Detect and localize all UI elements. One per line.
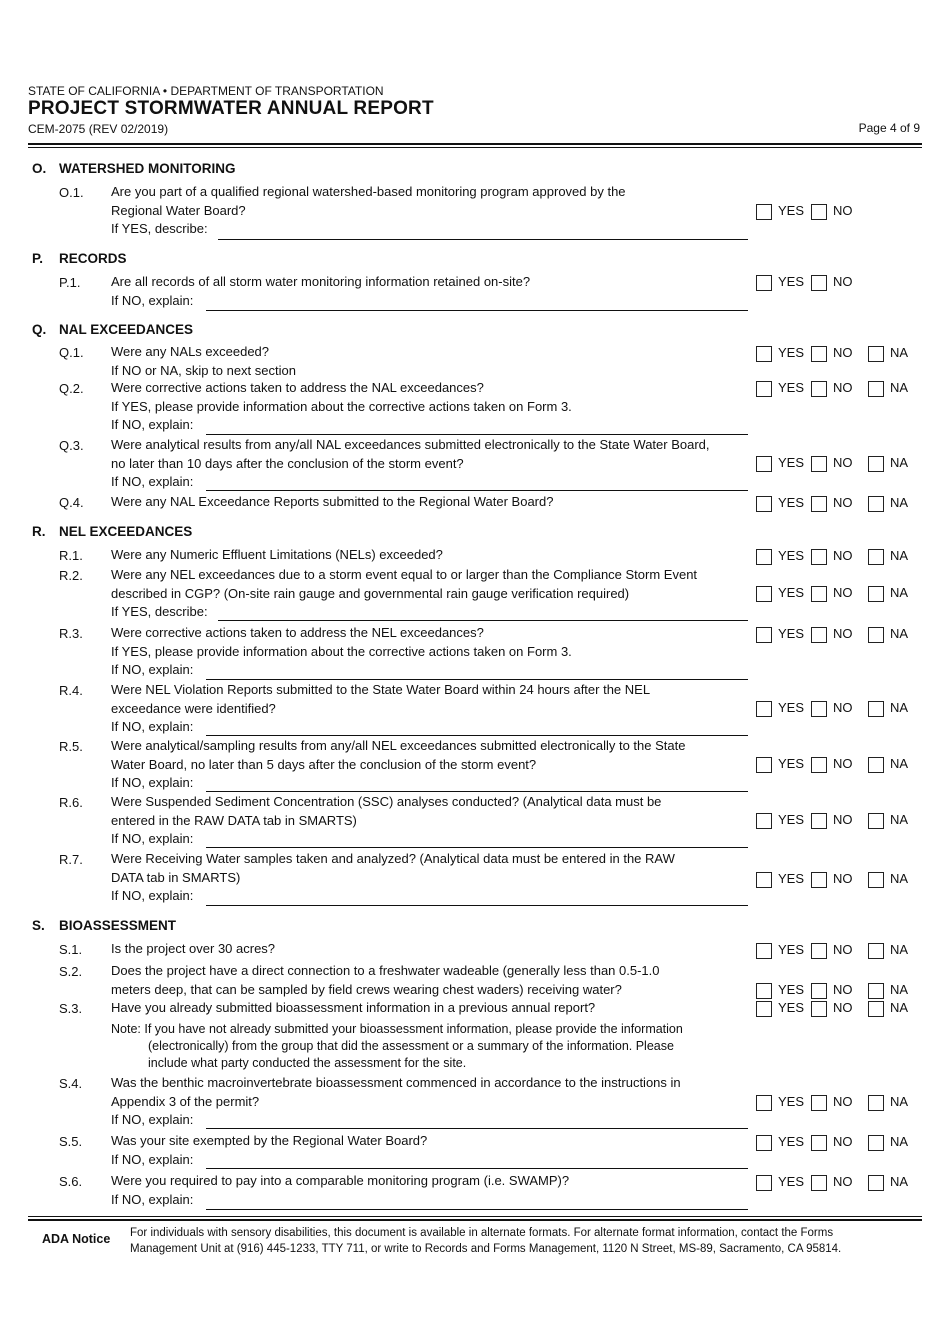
footer-rule-thin	[28, 1216, 922, 1217]
yes-checkbox[interactable]	[756, 1135, 772, 1151]
yes-checkbox[interactable]	[756, 496, 772, 512]
header-rule-thin	[28, 147, 922, 148]
no-checkbox[interactable]	[811, 1135, 827, 1151]
yes-no-na-options: YES NO NA	[756, 495, 926, 513]
no-checkbox[interactable]	[811, 346, 827, 362]
no-checkbox[interactable]	[811, 204, 827, 220]
no-checkbox[interactable]	[811, 1001, 827, 1017]
note-text: Note: If you have not already submitted your bioassessment information, please provide the information (electronically) from the group that did the assessment or a summary of the information. Please include what party conducted the assessment for the site.	[111, 1022, 683, 1070]
question-number: Q.3.	[59, 438, 84, 453]
yes-no-options: YES NO	[756, 274, 926, 292]
question-text: Was your site exempted by the Regional Water Board? If NO, explain:	[111, 1133, 428, 1167]
na-checkbox[interactable]	[868, 381, 884, 397]
question-number: S.6.	[59, 1174, 83, 1189]
section-letter: Q.	[32, 322, 47, 337]
no-checkbox[interactable]	[811, 456, 827, 472]
yes-checkbox[interactable]	[756, 1095, 772, 1111]
na-checkbox[interactable]	[868, 983, 884, 999]
question-number: R.7.	[59, 852, 83, 867]
no-checkbox[interactable]	[811, 627, 827, 643]
yes-no-na-options: YES NO NA	[756, 1094, 926, 1112]
yes-no-na-options: YES NO NA	[756, 548, 926, 566]
na-checkbox[interactable]	[868, 1095, 884, 1111]
no-checkbox[interactable]	[811, 983, 827, 999]
ada-notice-text: For individuals with sensory disabilities, this document is available in alternate formats. For alternate format information, contact the Forms Management Unit at (916) 445-1233, TTY 711, or write to Records and Forms Management, 1120 N Street, MS-89, Sacramento, CA 95814.	[130, 1227, 842, 1255]
question-number: S.2.	[59, 964, 83, 979]
yes-no-na-options: YES NO NA	[756, 585, 926, 603]
yes-no-na-options: YES NO NA	[756, 626, 926, 644]
na-checkbox[interactable]	[868, 757, 884, 773]
yes-no-options: YES NO	[756, 203, 926, 221]
na-checkbox[interactable]	[868, 872, 884, 888]
footer-rule	[28, 1219, 922, 1221]
yes-checkbox[interactable]	[756, 872, 772, 888]
na-checkbox[interactable]	[868, 346, 884, 362]
question-number: R.2.	[59, 568, 83, 583]
form-title: PROJECT STORMWATER ANNUAL REPORT	[28, 98, 434, 119]
section-title: NEL EXCEEDANCES	[59, 524, 193, 539]
yes-no-na-options: YES NO NA	[756, 1000, 926, 1018]
yes-checkbox[interactable]	[756, 757, 772, 773]
no-checkbox[interactable]	[811, 701, 827, 717]
ada-notice-label: ADA Notice	[42, 1232, 111, 1246]
na-checkbox[interactable]	[868, 1001, 884, 1017]
na-checkbox[interactable]	[868, 813, 884, 829]
answer-line[interactable]	[206, 905, 748, 906]
question-text: Are you part of a qualified regional watershed-based monitoring program approved by the Regional Water Board? If YES, describe:	[111, 184, 626, 236]
question-text: Were any NALs exceeded? If NO or NA, skip to next section	[111, 344, 296, 378]
section-letter: P.	[32, 251, 44, 266]
no-checkbox[interactable]	[811, 586, 827, 602]
question-text: Were Suspended Sediment Concentration (SSC) analyses conducted? (Analytical data must be entered in the RAW DATA tab in SMARTS) If NO, explain:	[111, 794, 662, 846]
no-checkbox[interactable]	[811, 549, 827, 565]
yes-checkbox[interactable]	[756, 204, 772, 220]
question-text: Were corrective actions taken to address the NAL exceedances? If YES, please provide information about the corrective actions taken on Form 3. If NO, explain:	[111, 380, 572, 432]
no-checkbox[interactable]	[811, 496, 827, 512]
question-text: Are all records of all storm water monitoring information retained on-site? If NO, explain:	[111, 274, 531, 308]
yes-checkbox[interactable]	[756, 586, 772, 602]
question-text: Were any Numeric Effluent Limitations (NELs) exceeded?	[111, 547, 443, 562]
section-title: WATERSHED MONITORING	[59, 161, 236, 176]
section-title: BIOASSESSMENT	[59, 918, 177, 933]
question-text: Were corrective actions taken to address the NEL exceedances? If YES, please provide information about the corrective actions taken on Form 3. If NO, explain:	[111, 625, 572, 677]
question-text: Does the project have a direct connection to a freshwater wadeable (generally less than 0.5-1.0 meters deep, that can be sampled by field crews wearing chest waders) receiving water?	[111, 963, 660, 997]
na-checkbox[interactable]	[868, 586, 884, 602]
question-number: Q.1.	[59, 345, 84, 360]
question-number: R.1.	[59, 548, 83, 563]
na-checkbox[interactable]	[868, 627, 884, 643]
yes-checkbox[interactable]	[756, 943, 772, 959]
question-number: P.1.	[59, 275, 81, 290]
na-checkbox[interactable]	[868, 456, 884, 472]
question-text: Have you already submitted bioassessment information in a previous annual report?	[111, 1000, 596, 1015]
yes-no-na-options: YES NO NA	[756, 455, 926, 473]
form-number: CEM-2075 (REV 02/2019)	[28, 122, 169, 136]
question-number: R.5.	[59, 739, 83, 754]
question-number: S.5.	[59, 1134, 83, 1149]
yes-checkbox[interactable]	[756, 346, 772, 362]
question-text: Were analytical results from any/all NAL exceedances submitted electronically to the State Water Board, no later than 10 days after the conclusion of the storm event? If NO, explain:	[111, 437, 710, 489]
no-checkbox[interactable]	[811, 872, 827, 888]
yes-checkbox[interactable]	[756, 1175, 772, 1191]
yes-checkbox[interactable]	[756, 275, 772, 291]
question-text: Were any NEL exceedances due to a storm event equal to or larger than the Compliance Storm Event described in CGP? (On-site rain gauge and governmental rain gauge verification required) If YES, describe:	[111, 567, 698, 619]
question-number: R.6.	[59, 795, 83, 810]
yes-no-na-options: YES NO NA	[756, 380, 926, 398]
agency-line: STATE OF CALIFORNIA • DEPARTMENT OF TRANSPORTATION	[28, 84, 384, 98]
yes-checkbox[interactable]	[756, 983, 772, 999]
question-number: S.4.	[59, 1076, 83, 1091]
yes-checkbox[interactable]	[756, 813, 772, 829]
question-number: O.1.	[59, 185, 84, 200]
question-text: Were Receiving Water samples taken and analyzed? (Analytical data must be entered in the RAW DATA tab in SMARTS) If NO, explain:	[111, 851, 675, 903]
yes-no-na-options: YES NO NA	[756, 812, 926, 830]
no-checkbox[interactable]	[811, 943, 827, 959]
section-letter: S.	[32, 918, 45, 933]
yes-no-na-options: YES NO NA	[756, 1134, 926, 1152]
yes-no-na-options: YES NO NA	[756, 982, 926, 1000]
answer-line[interactable]	[206, 847, 748, 848]
section-title: RECORDS	[59, 251, 127, 266]
question-number: S.3.	[59, 1001, 83, 1016]
question-text: Were analytical/sampling results from any/all NEL exceedances submitted electronically to the State Water Board, no later than 5 days after the conclusion of the storm event? If NO, explain:	[111, 738, 686, 790]
answer-line[interactable]	[206, 1128, 748, 1129]
answer-line[interactable]	[218, 620, 748, 621]
no-checkbox[interactable]	[811, 813, 827, 829]
question-text: Were any NAL Exceedance Reports submitted to the Regional Water Board?	[111, 494, 554, 509]
yes-no-na-options: YES NO NA	[756, 871, 926, 889]
question-text: Was the benthic macroinvertebrate bioassessment commenced in accordance to the instructions in Appendix 3 of the permit? If NO, explain:	[111, 1075, 681, 1127]
question-number: Q.2.	[59, 381, 84, 396]
section-title: NAL EXCEEDANCES	[59, 322, 194, 337]
answer-line[interactable]	[206, 310, 748, 311]
page-number: Page 4 of 9	[858, 121, 920, 135]
na-checkbox[interactable]	[868, 1175, 884, 1191]
question-text: Is the project over 30 acres?	[111, 941, 276, 956]
na-checkbox[interactable]	[868, 1135, 884, 1151]
answer-line[interactable]	[206, 679, 748, 680]
question-number: S.1.	[59, 942, 83, 957]
yes-no-na-options: YES NO NA	[756, 700, 926, 718]
answer-line[interactable]	[206, 735, 748, 736]
answer-line[interactable]	[206, 1209, 748, 1210]
answer-line[interactable]	[206, 791, 748, 792]
no-checkbox[interactable]	[811, 275, 827, 291]
answer-line[interactable]	[206, 490, 748, 491]
question-number: R.4.	[59, 683, 83, 698]
answer-line[interactable]	[206, 434, 748, 435]
no-checkbox[interactable]	[811, 1095, 827, 1111]
yes-checkbox[interactable]	[756, 456, 772, 472]
na-checkbox[interactable]	[868, 549, 884, 565]
question-number: Q.4.	[59, 495, 84, 510]
yes-no-na-options: YES NO NA	[756, 345, 926, 363]
header-rule	[28, 143, 922, 145]
yes-no-na-options: YES NO NA	[756, 942, 926, 960]
no-checkbox[interactable]	[811, 1175, 827, 1191]
yes-no-na-options: YES NO NA	[756, 1174, 926, 1192]
no-checkbox[interactable]	[811, 757, 827, 773]
yes-checkbox[interactable]	[756, 549, 772, 565]
answer-line[interactable]	[206, 1168, 748, 1169]
yes-no-na-options: YES NO NA	[756, 756, 926, 774]
section-letter: O.	[32, 161, 47, 176]
question-text: Were NEL Violation Reports submitted to the State Water Board within 24 hours after the NEL exceedance were identified? If NO, explain:	[111, 682, 651, 734]
question-number: R.3.	[59, 626, 83, 641]
yes-checkbox[interactable]	[756, 701, 772, 717]
na-checkbox[interactable]	[868, 496, 884, 512]
answer-line[interactable]	[218, 239, 748, 240]
no-checkbox[interactable]	[811, 381, 827, 397]
question-text: Were you required to pay into a comparable monitoring program (i.e. SWAMP)? If NO, explain:	[111, 1173, 570, 1207]
yes-checkbox[interactable]	[756, 627, 772, 643]
yes-checkbox[interactable]	[756, 1001, 772, 1017]
yes-checkbox[interactable]	[756, 381, 772, 397]
na-checkbox[interactable]	[868, 701, 884, 717]
section-letter: R.	[32, 524, 46, 539]
na-checkbox[interactable]	[868, 943, 884, 959]
